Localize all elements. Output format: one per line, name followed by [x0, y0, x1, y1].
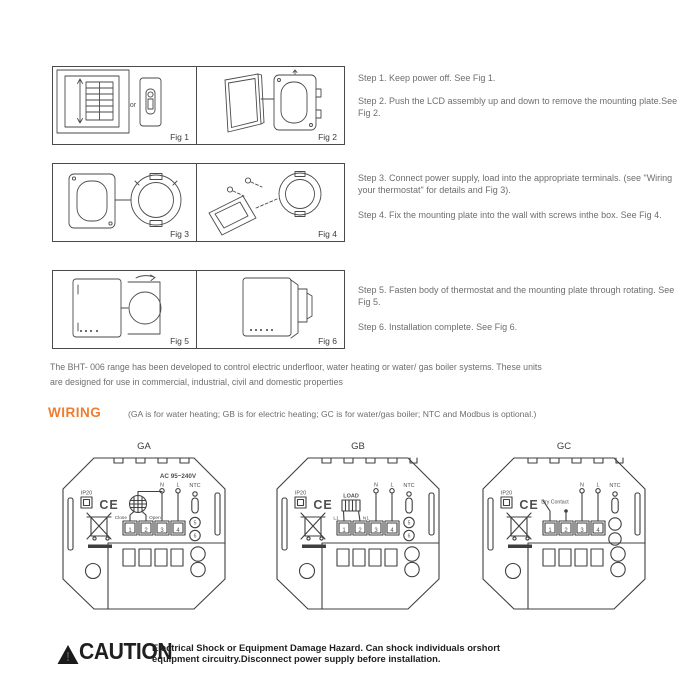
gb-neutral-label: N — [374, 482, 378, 489]
description-line-1: The BHT- 006 range has been developed to control electric underfloor, water heating or water/ gas boiler systems. These units — [50, 362, 542, 372]
fig2-caption: Fig 2 — [318, 132, 337, 142]
fig4-box — [196, 163, 345, 242]
fig5-box — [52, 270, 197, 349]
fig3-caption: Fig 3 — [170, 229, 189, 239]
diagram-ga-label: GA — [137, 441, 151, 452]
ga-terminal-2: 2 — [144, 527, 148, 534]
fig5-caption: Fig 5 — [170, 336, 189, 346]
step-2: Step 2. Push the LCD assembly up and down to remove the mounting plate.See Fig 2. — [358, 96, 678, 119]
gb-terminal-3: 3 — [374, 527, 378, 534]
ga-ntc-label: NTC — [189, 483, 201, 489]
diagram-gb-drawing — [272, 453, 444, 618]
diagram-gb-label: GB — [351, 441, 365, 452]
gb-ntc-terminal-5: 5 — [407, 520, 411, 527]
fig6-box — [196, 270, 345, 349]
gb-terminal-4: 4 — [390, 527, 394, 534]
fig4-illustration — [197, 164, 340, 237]
diagram-gb — [272, 441, 444, 623]
ga-live-label: L — [176, 482, 180, 489]
gc-ntc-label: NTC — [609, 483, 621, 489]
ga-ntc-terminal-5: 5 — [193, 520, 197, 527]
gc-terminal-1: 1 — [548, 527, 552, 534]
caution-heading: CAUTION — [79, 638, 173, 664]
ga-terminal-4: 4 — [176, 527, 180, 534]
gb-load-label: LOAD — [343, 493, 359, 500]
gc-ip20-label: IP20 — [500, 490, 513, 497]
warning-triangle-icon — [57, 644, 79, 665]
caution-text-line-2: equipment circuitry.Disconnect power supply before installation. — [152, 653, 441, 665]
ga-ip20-label: IP20 — [80, 490, 93, 497]
step-4: Step 4. Fix the mounting plate into the wall with screws inthe box. See Fig 4. — [358, 210, 662, 220]
fig2-illustration — [197, 67, 340, 140]
gb-ntc-terminal-6: 6 — [407, 533, 411, 540]
ga-terminal-3: 3 — [160, 527, 164, 534]
step-1: Step 1. Keep power off. See Fig 1. — [358, 73, 496, 83]
gc-terminal-3: 3 — [580, 527, 584, 534]
diagram-ga-drawing — [58, 453, 230, 618]
gb-terminal-1: 1 — [342, 527, 346, 534]
fig3-box — [52, 163, 197, 242]
fig5-illustration — [53, 271, 192, 344]
ga-terminal-1: 1 — [128, 527, 132, 534]
wiring-note: (GA is for water heating; GB is for electric heating; GC is for water/gas boiler; NTC and Modbus is optional.) — [128, 409, 537, 419]
diagram-gc-label: GC — [556, 441, 572, 452]
step-6: Step 6. Installation complete. See Fig 6. — [358, 322, 518, 332]
diagram-gc-drawing — [478, 453, 650, 618]
gb-live-label: L — [390, 482, 394, 489]
gc-terminal-2: 2 — [564, 527, 568, 534]
ga-neutral-label: N — [160, 482, 164, 489]
gb-l1-label: L1 — [333, 516, 339, 522]
fig6-caption: Fig 6 — [318, 336, 337, 346]
fig3-illustration — [53, 164, 192, 237]
ga-ntc-terminal-6: 6 — [193, 533, 197, 540]
caution-text-line-1: Electrical Shock or Equipment Damage Hazard. Can shock individuals orshort — [152, 642, 501, 653]
gb-ip20-label: IP20 — [294, 490, 307, 497]
description-line-2: are designed for use in commercial, industrial, civil and domestic properties — [50, 377, 343, 387]
fig1-illustration — [53, 67, 192, 140]
fig1-box — [52, 66, 197, 145]
wiring-heading: WIRING — [48, 405, 102, 420]
gb-ntc-label: NTC — [403, 483, 415, 489]
fig4-caption: Fig 4 — [318, 229, 337, 239]
diagram-gc — [478, 441, 650, 623]
fig2-box — [196, 66, 345, 145]
ga-open-label: Open — [149, 516, 161, 521]
fig1-caption: Fig 1 — [170, 132, 189, 142]
gc-neutral-label: N — [580, 482, 584, 489]
fig6-illustration — [197, 271, 340, 344]
caution-text — [152, 642, 500, 665]
step-3: Step 3. Connect power supply, load into the appropriate terminals. (see "Wiring your thermostat" for details and Fig 3). — [358, 173, 673, 196]
gc-live-label: L — [596, 482, 600, 489]
ga-ce-mark: CE — [99, 498, 119, 512]
ga-close-label: Close — [114, 516, 127, 521]
gb-n1-label: N1 — [362, 516, 370, 522]
svg-text:!: ! — [65, 649, 71, 664]
gc-dry-contact-label: Dry Contact — [541, 499, 569, 506]
gb-terminal-2: 2 — [358, 527, 362, 534]
fig1-or-label: or — [129, 102, 137, 109]
step-5: Step 5. Fasten body of thermostat and the mounting plate through rotating. See Fig 5. — [358, 285, 675, 308]
gc-terminal-4: 4 — [596, 527, 600, 534]
diagram-ga — [58, 441, 230, 623]
gb-ce-mark: CE — [313, 498, 333, 512]
ga-power-label: AC 95~240V — [159, 473, 197, 480]
gc-ce-mark: CE — [519, 498, 539, 512]
